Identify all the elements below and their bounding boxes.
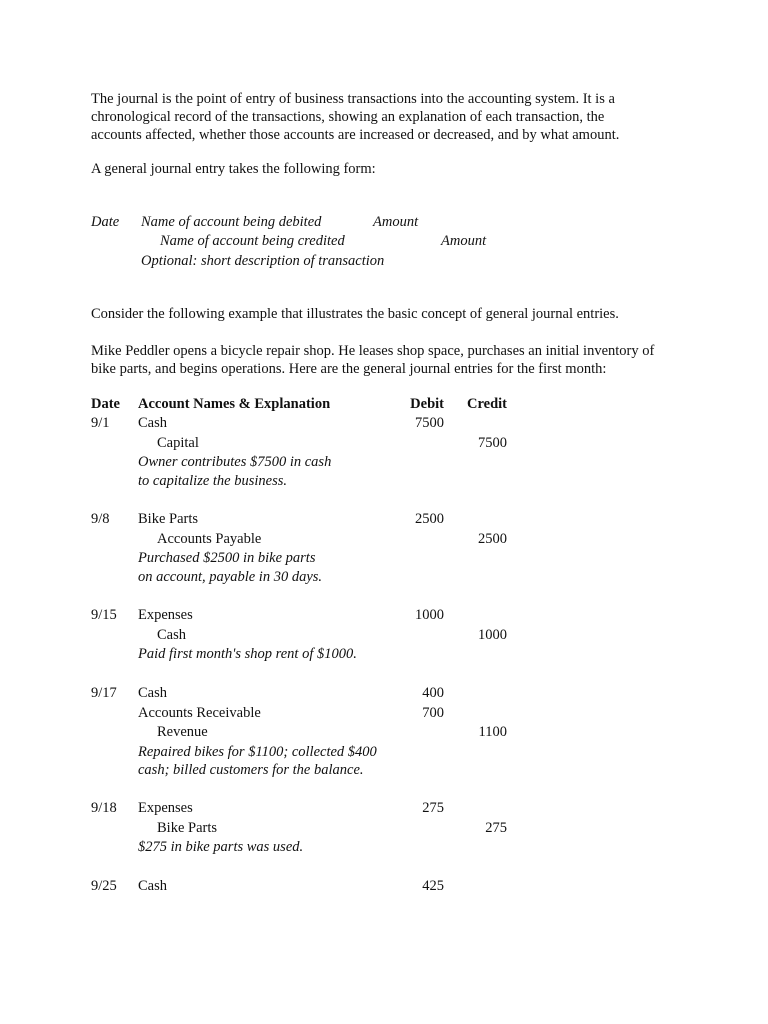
entry-account: Expenses (138, 800, 193, 816)
entry-credit: 2500 (478, 530, 507, 547)
header-debit: Debit (410, 396, 444, 412)
entry-date: 9/17 (91, 685, 117, 701)
entry-account: Capital (157, 434, 199, 451)
entry-account: Cash (138, 878, 167, 894)
entry-explanation: $275 in bike parts was used. (138, 839, 304, 855)
entry-account: Expenses (138, 607, 193, 623)
header-date: Date (91, 396, 120, 412)
header-account: Account Names & Explanation (138, 396, 331, 412)
entry-credit: 275 (485, 819, 507, 836)
entry-account: Accounts Payable (157, 530, 262, 547)
form-intro: A general journal entry takes the following form: (91, 161, 376, 177)
intro-line-2: chronological record of the transactions, showing an explanation of each transaction, the (91, 109, 605, 125)
form-amount-1: Amount (373, 214, 419, 230)
entry-credit: 1100 (478, 724, 507, 740)
entry-date: 9/15 (91, 607, 117, 623)
entry-date: 9/25 (91, 878, 117, 894)
entry-account: Cash (138, 415, 167, 431)
entry-credit: 1000 (478, 626, 507, 643)
header-credit: Credit (466, 396, 507, 412)
entry-explanation: Paid first month's shop rent of $1000. (138, 646, 357, 662)
entry-explanation: on account, payable in 30 days. (138, 568, 323, 585)
consider-text: Consider the following example that illustrates the basic concept of general journal entries. (91, 306, 619, 322)
entry-account: Cash (138, 685, 167, 701)
entry-debit: 425 (422, 878, 444, 894)
entry-explanation: Repaired bikes for $1100; collected $400 (138, 743, 377, 760)
entry-debit: 2500 (415, 511, 444, 527)
entry-debit: 700 (422, 704, 444, 721)
entry-date: 9/18 (91, 800, 117, 816)
entry-debit: 1000 (415, 607, 444, 623)
entry-date: 9/8 (91, 511, 110, 527)
intro-line-3: accounts affected, whether those accounts are increased or decreased, and by what amount. (91, 127, 620, 143)
entry-debit: 275 (422, 800, 444, 816)
entry-account: Bike Parts (138, 511, 199, 527)
entry-explanation: Owner contributes $7500 in cash (138, 454, 332, 470)
form-debited: Name of account being debited (141, 214, 322, 230)
form-date: Date (91, 214, 120, 230)
entry-credit: 7500 (478, 434, 507, 451)
entry-account: Accounts Receivable (138, 704, 261, 721)
entry-debit: 400 (422, 685, 444, 701)
entry-account: Bike Parts (157, 819, 218, 836)
entry-explanation: cash; billed customers for the balance. (138, 762, 364, 778)
mike-line-2: bike parts, and begins operations. Here are the general journal entries for the first month: (91, 361, 607, 377)
entry-explanation: Purchased $2500 in bike parts (138, 550, 316, 566)
entry-debit: 7500 (415, 415, 444, 431)
intro-line-1: The journal is the point of entry of business transactions into the accounting system. It is a (91, 91, 615, 107)
entry-account: Revenue (157, 724, 208, 740)
form-optional: Optional: short description of transaction (141, 253, 385, 269)
entry-explanation: to capitalize the business. (138, 472, 288, 489)
entry-account: Cash (157, 626, 186, 643)
form-credited: Name of account being credited (160, 233, 345, 249)
mike-line-1: Mike Peddler opens a bicycle repair shop. He leases shop space, purchases an initial inventory of (91, 343, 655, 359)
entry-date: 9/1 (91, 415, 110, 431)
form-amount-2: Amount (441, 233, 487, 249)
